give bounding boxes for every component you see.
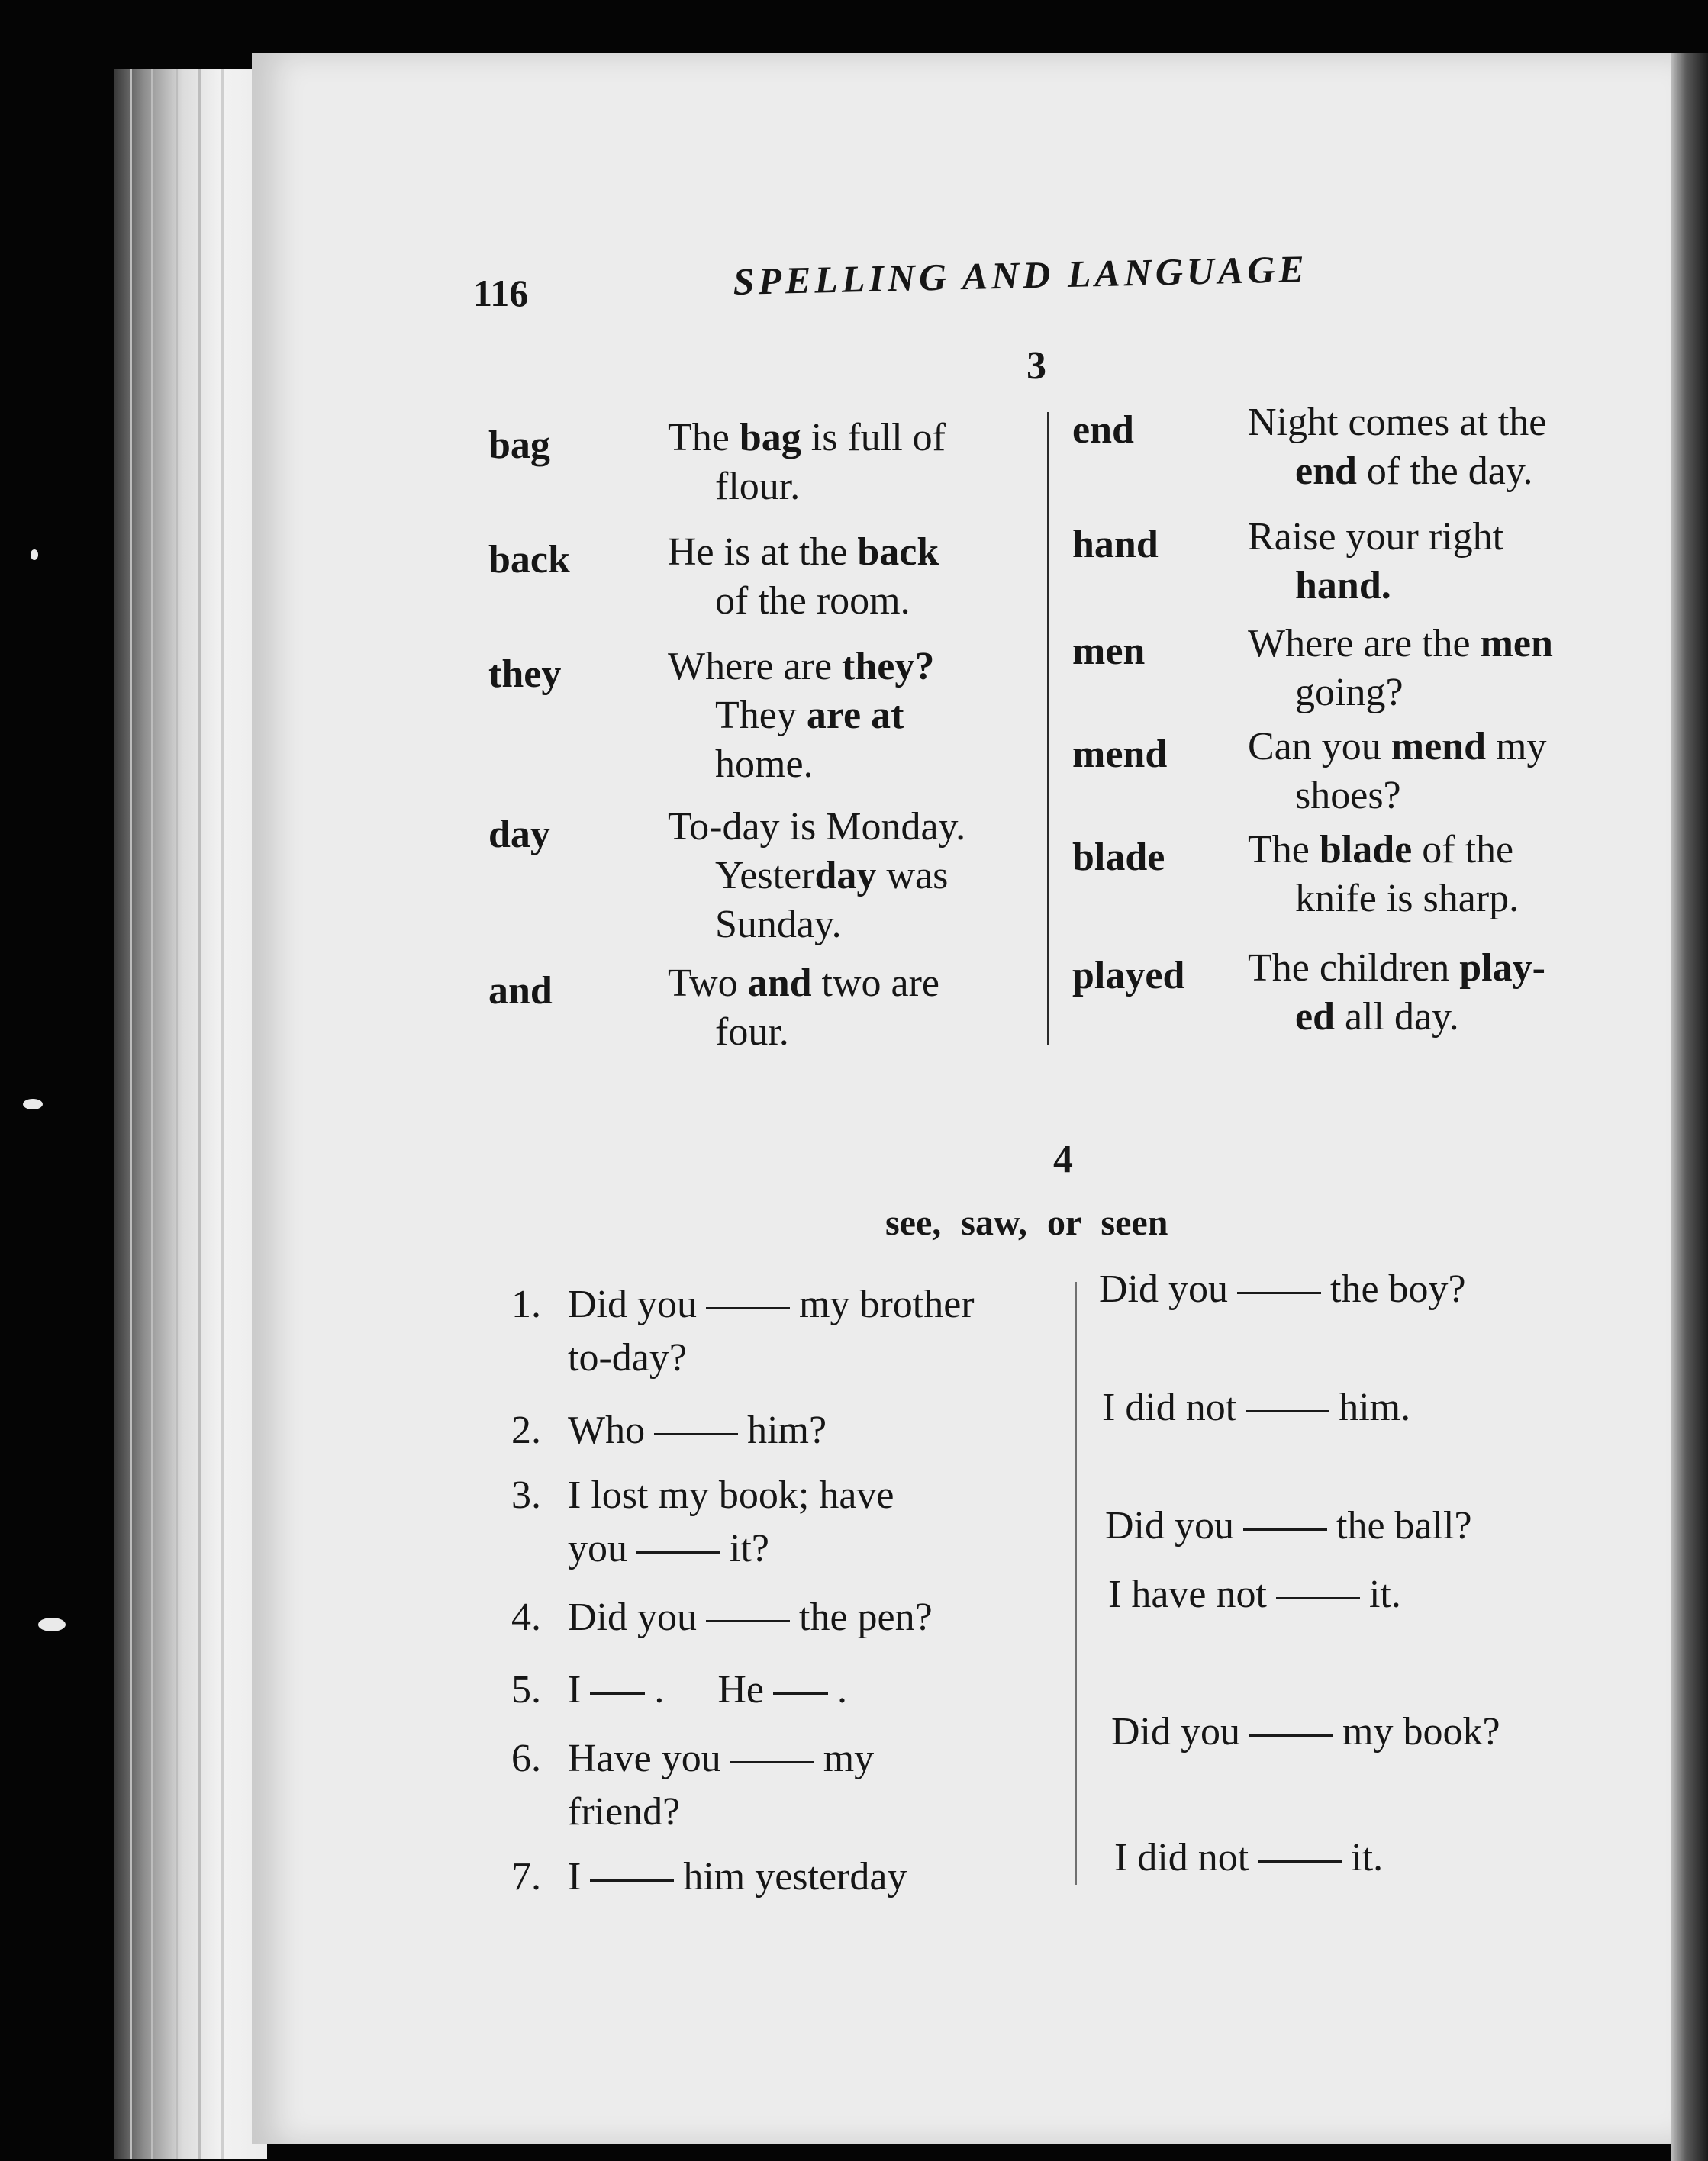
- exercise-continuation: [511, 1786, 1061, 1839]
- sentence-line: [1248, 771, 1606, 820]
- example-sentence: [668, 959, 1034, 1057]
- exercise-text: Have you: [568, 1737, 721, 1780]
- spelling-word: mend: [1072, 733, 1168, 776]
- sentence-text: flour.: [715, 465, 801, 508]
- spelling-word-emphasis: bag: [739, 416, 801, 459]
- sentence-line: [668, 462, 1034, 511]
- exercise-text: I did not: [1102, 1386, 1237, 1429]
- sentence-line: [668, 414, 1034, 462]
- answer-blank[interactable]: [1249, 1734, 1333, 1737]
- sentence-line: [668, 852, 1034, 900]
- sentence-text: The: [1248, 828, 1320, 871]
- sentence-text: all day.: [1335, 995, 1459, 1039]
- spelling-word-emphasis: day: [814, 854, 877, 897]
- section-heading: see, saw, or seen: [885, 1203, 1168, 1243]
- answer-blank[interactable]: [590, 1879, 674, 1882]
- exercise-item: [1102, 1381, 1410, 1435]
- sentence-text: my: [1486, 725, 1547, 768]
- exercise-continuation: [511, 1332, 1061, 1385]
- sentence-text: going?: [1295, 671, 1403, 714]
- sentence-text: Can you: [1248, 725, 1391, 768]
- sentence-line: [1248, 398, 1606, 447]
- sentence-text: knife is sharp.: [1295, 877, 1519, 920]
- answer-blank[interactable]: [1246, 1410, 1329, 1412]
- exercise-text: the ball?: [1336, 1504, 1472, 1547]
- sentence-line: [1248, 513, 1606, 562]
- spelling-word: back: [488, 538, 570, 581]
- sentence-text: of the room.: [715, 579, 910, 623]
- example-sentence: [668, 643, 1034, 789]
- exercise-text: .: [836, 1668, 847, 1712]
- sentence-line: [668, 643, 1034, 691]
- sentence-line: [1248, 874, 1606, 923]
- exercise-text: my book?: [1342, 1710, 1500, 1754]
- sentence-line: [1248, 944, 1606, 993]
- exercise-text: .: [654, 1668, 665, 1712]
- section-number: 3: [1026, 344, 1046, 388]
- exercise-number: 5.: [511, 1668, 541, 1712]
- sentence-text: was: [876, 854, 949, 897]
- exercise-text: Who: [568, 1409, 646, 1452]
- exercise-item: [511, 1591, 1061, 1644]
- spelling-word-emphasis: and: [747, 961, 812, 1005]
- answer-blank[interactable]: [590, 1692, 645, 1695]
- exercise-number: 6.: [511, 1737, 541, 1780]
- spelling-word-emphasis: mend: [1391, 725, 1487, 768]
- spelling-word: they: [488, 652, 562, 696]
- exercise-number: 4.: [511, 1596, 541, 1639]
- sentence-line: [1248, 826, 1606, 874]
- exercise-text: you: [568, 1527, 627, 1570]
- exercise-text: I have not: [1108, 1573, 1267, 1616]
- example-sentence: [1248, 826, 1606, 923]
- exercise-item: [511, 1278, 1061, 1385]
- spelling-word-emphasis: men: [1480, 622, 1553, 665]
- sentence-line: [668, 577, 1034, 626]
- sentence-line: [1248, 620, 1606, 668]
- speck: [38, 1618, 66, 1631]
- exercise-item: [511, 1850, 1061, 1904]
- page-stack-edge: [114, 69, 267, 2159]
- exercise-text: him?: [747, 1409, 827, 1452]
- exercise-text: him.: [1339, 1386, 1411, 1429]
- spelling-word-emphasis: back: [857, 530, 939, 574]
- sentence-line: [668, 1008, 1034, 1057]
- sentence-line: [668, 691, 1034, 740]
- answer-blank[interactable]: [706, 1620, 790, 1622]
- speck: [23, 1099, 43, 1109]
- answer-blank[interactable]: [654, 1433, 738, 1435]
- book-right-edge: [1671, 53, 1708, 2161]
- exercise-item: [1108, 1568, 1401, 1622]
- exercise-text: Did you: [1105, 1504, 1234, 1547]
- spelling-word-emphasis: play-: [1459, 946, 1545, 990]
- exercise-item: [1111, 1705, 1500, 1759]
- answer-blank[interactable]: [773, 1692, 828, 1695]
- sentence-text: They: [715, 694, 797, 737]
- sentence-text: Sunday.: [715, 903, 842, 946]
- spelling-word-emphasis: end: [1295, 449, 1357, 493]
- exercise-text: it?: [730, 1527, 769, 1570]
- exercise-item: [1105, 1499, 1472, 1553]
- sentence-line: [1248, 668, 1606, 717]
- page-number: 116: [473, 272, 529, 314]
- sentence-text: of the day.: [1356, 449, 1533, 493]
- exercise-text: him yesterday: [683, 1855, 907, 1899]
- running-head: SPELLING AND LANGUAGE: [733, 246, 1309, 303]
- answer-blank[interactable]: [1276, 1597, 1360, 1599]
- exercise-text: Did you: [568, 1283, 697, 1326]
- spelling-word-emphasis: ed: [1295, 995, 1335, 1039]
- spelling-word-emphasis: are at: [796, 694, 904, 737]
- spelling-word: played: [1072, 954, 1185, 997]
- example-sentence: [1248, 944, 1606, 1042]
- exercise-item: [1099, 1263, 1466, 1316]
- sentence-text: two are: [811, 961, 940, 1005]
- exercise-item: [1114, 1831, 1383, 1885]
- sentence-line: [668, 900, 1034, 949]
- spelling-word-emphasis: hand.: [1295, 564, 1391, 607]
- sentence-text: Yester: [715, 854, 815, 897]
- sentence-text: is full of: [801, 416, 946, 459]
- sentence-text: Where are: [668, 645, 843, 688]
- exercise-text: friend?: [568, 1790, 681, 1834]
- example-sentence: [668, 803, 1034, 949]
- exercise-text: Did you: [1111, 1710, 1240, 1754]
- section-number: 4: [1053, 1138, 1073, 1181]
- exercise-text: to-day?: [568, 1336, 687, 1380]
- sentence-text: home.: [715, 742, 814, 786]
- sentence-line: [668, 740, 1034, 789]
- exercise-text: it.: [1351, 1836, 1384, 1879]
- example-sentence: [1248, 513, 1606, 610]
- answer-blank[interactable]: [636, 1551, 720, 1554]
- example-sentence: [668, 414, 1034, 511]
- exercise-number: 3.: [511, 1473, 541, 1517]
- exercise-text: my brother: [799, 1283, 975, 1326]
- answer-blank[interactable]: [1237, 1292, 1321, 1294]
- sentence-line: [1248, 723, 1606, 771]
- exercise-item: [511, 1732, 1061, 1839]
- example-sentence: [1248, 723, 1606, 820]
- sentence-text: The: [668, 416, 740, 459]
- exercise-text: the boy?: [1330, 1267, 1466, 1311]
- sentence-line: [668, 528, 1034, 577]
- exercise-text: it.: [1368, 1573, 1401, 1616]
- exercise-item: [511, 1469, 1061, 1576]
- spelling-word-emphasis: they?: [842, 645, 935, 688]
- spelling-word: men: [1072, 630, 1146, 673]
- sentence-line: [1248, 562, 1606, 610]
- exercise-item: [511, 1404, 1061, 1457]
- sentence-text: four.: [715, 1010, 789, 1054]
- sentence-text: of the: [1412, 828, 1514, 871]
- sentence-text: Two: [668, 961, 748, 1005]
- exercise-text: the pen?: [799, 1596, 933, 1639]
- exercise-text: my: [823, 1737, 875, 1780]
- exercise-text: Did you: [1099, 1267, 1228, 1311]
- exercise-text: Did you: [568, 1596, 697, 1639]
- example-sentence: [1248, 398, 1606, 496]
- sentence-text: Night comes at the: [1248, 401, 1547, 444]
- exercise-text: He: [717, 1668, 764, 1712]
- spelling-word: end: [1072, 408, 1134, 452]
- exercise-continuation: [511, 1522, 1061, 1576]
- sentence-text: Where are the: [1248, 622, 1481, 665]
- sentence-text: shoes?: [1295, 774, 1401, 817]
- sentence-line: [668, 959, 1034, 1008]
- sentence-text: He is at the: [668, 530, 858, 574]
- sentence-text: The children: [1248, 946, 1460, 990]
- sentence-text: Raise your right: [1248, 515, 1504, 559]
- column-divider: [1047, 412, 1049, 1045]
- exercise-text: I lost my book; have: [568, 1473, 894, 1517]
- speck: [31, 549, 38, 560]
- spelling-word: bag: [488, 424, 550, 467]
- exercise-item: [511, 1663, 1061, 1717]
- sentence-text: To-day is Monday.: [668, 805, 966, 849]
- example-sentence: [1248, 620, 1606, 717]
- answer-blank[interactable]: [1258, 1860, 1342, 1863]
- sentence-line: [1248, 447, 1606, 496]
- sentence-line: [668, 803, 1034, 852]
- sentence-line: [1248, 993, 1606, 1042]
- answer-blank[interactable]: [1243, 1528, 1327, 1531]
- exercise-number: 2.: [511, 1409, 541, 1452]
- spelling-word: hand: [1072, 523, 1159, 566]
- exercise-number: 7.: [511, 1855, 541, 1899]
- exercise-text: I: [568, 1855, 582, 1899]
- exercise-text: I did not: [1114, 1836, 1249, 1879]
- spelling-word: and: [488, 969, 553, 1013]
- example-sentence: [668, 528, 1034, 626]
- spelling-word-emphasis: blade: [1319, 828, 1413, 871]
- spelling-word: blade: [1072, 836, 1165, 879]
- column-divider: [1075, 1282, 1077, 1885]
- spelling-word: day: [488, 813, 550, 856]
- answer-blank[interactable]: [706, 1307, 790, 1309]
- exercise-number: 1.: [511, 1283, 541, 1326]
- exercise-text: I: [568, 1668, 582, 1712]
- answer-blank[interactable]: [730, 1761, 814, 1763]
